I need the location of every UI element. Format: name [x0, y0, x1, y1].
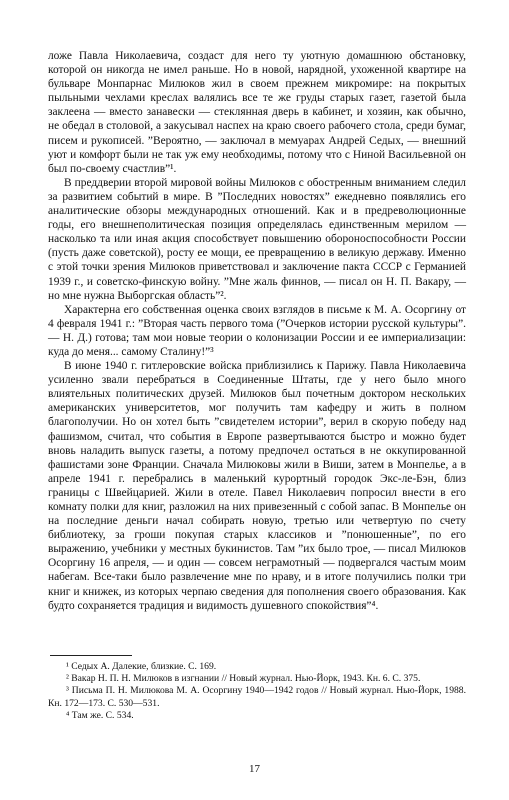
page-number: 17	[249, 763, 260, 775]
footnotes	[48, 661, 466, 722]
paragraph: ложе Павла Николаевича, создаст для него ту уютную домашнюю обстановку, которой он никогда не имел раньше. Но в новой, нарядной, ухоженной квартире на бульваре Монпарнас Милюков жил в своем прежнем микромире: на покрытых пыльными чехлами креслах валялись все те же груды старых газет, газетой была заклеена — вместо занавески — стеклянная дверь в кабинет, и хозяин, как обычно, не обедал в столовой, а закусывал наспех на краю своего рабочего стола, среди бумаг, писем и рукописей. ”Вероятно, — заключал в мемуарах Андрей Седых, — внешний уют и комфорт были не так уж ему необходимы, потому что с Ниной Васильевной он был по-своему счастлив”¹.	[48, 50, 466, 175]
footnote: ³ Письма П. Н. Милюкова М. А. Осоргину 1940—1942 годов // Новый журнал. Нью-Йорк, 1988. Кн. 172—173. С. 530—531.	[48, 685, 466, 709]
footnote: ¹ Седых А. Далекие, близкие. С. 169.	[66, 661, 217, 672]
footnote: ² Вакар Н. П. Н. Милюков в изгнании // Новый журнал. Нью-Йорк, 1943. Кн. 6. С. 375.	[66, 673, 421, 685]
paragraph: Характерна его собственная оценка своих взглядов в письме к М. А. Осоргину от 4 февраля 1941 г.: ”Вторая часть первого тома (”Очерков истории русской культуры”. — Н. Д.) готова; там мои новые теории о колонизации России и ее империализации: куда до меня... самому Сталину!”³	[48, 303, 466, 358]
main-text	[48, 49, 466, 613]
paragraph: В июне 1940 г. гитлеровские войска приблизились к Парижу. Павла Николаевича усиленно звали перебраться в Соединенные Штаты, где у него было много влиятельных политических друзей. Милюков был почетным доктором нескольких американских университетов, мог получить там кафедру и жить в полном благополучии. Но он хотел быть ”свидетелем истории”, верил в скорую победу над фашизмом, считал, что события в Европе развертываются быстро и можно будет вновь наладить выпуск газеты, а потому предпочел остаться в не оккупированной фашистами зоне Франции. Сначала Милюковы жили в Виши, затем в Монпелье, а в апреле 1941 г. перебрались в маленький курортный городок Экс-ле-Бэн, близ границы с Швейцарией. Жили в отеле. Павел Николаевич попросил внести в его комнату полки для книг, разложил на них привезенный с собой запас. В Монпелье он на последние деньги начал собирать новую, третью или четвертую по счету библиотеку, за гроши покупая старых классиков и ”понюшенные”, по его выражению, учебники у местных букинистов. Там ”их было трое, — писал Милюков Осоргину 16 апреля, — и один — совсем неграмотный — подвергался частым моим набегам. Все-таки было развлечение мне по нраву, и в итоге получились полки три книг и книжек, из которых черпаю сведения для пополнения своего образования. Как будто сохраняется традиция и видимость душевного спокойствия”⁴.	[48, 360, 466, 612]
paragraph: В преддверии второй мировой войны Милюков с обостренным вниманием следил за развитием событий в мире. В ”Последних новостях” ежедневно появлялись его аналитические обзоры международных отношений. Как и в предреволюционные годы, его внешнеполитическая позиция определялась единственным мерилом — насколько та или иная акция способствует повышению обороноспособности России (пусть даже советской), росту ее мощи, ее превращению в великую державу. Именно с этой точки зрения Милюков приветствовал и заключение пакта СССР с Германией 1939 г., и советско-финскую войну. ”Мне жаль финнов, — писал он Н. П. Вакару, — но мне нужна Выборгская область”².	[48, 176, 466, 302]
footnote-divider	[50, 655, 132, 656]
footnote: ⁴ Там же. С. 534.	[66, 709, 134, 721]
